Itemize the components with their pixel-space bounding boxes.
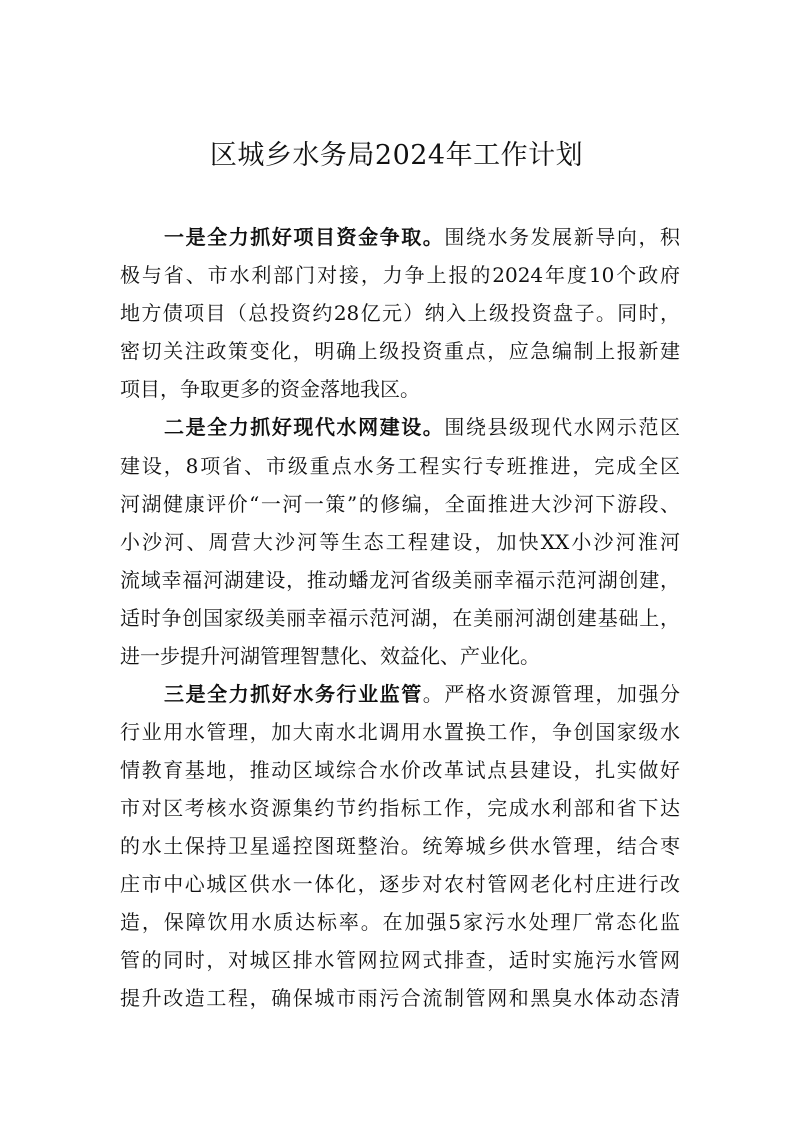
paragraph-3-line-9: 提升改造工程，确保城市雨污合流制管网和黑臭水体动态清 <box>120 986 680 1010</box>
paragraph-3-line-6: 庄市中心城区供水一体化，逐步对农村管网老化村庄进行改 <box>120 872 680 896</box>
paragraph-1-line-3: 地方债项目（总投资约28亿元）纳入上级投资盘子。同时， <box>120 301 680 325</box>
paragraph-2-line-1 <box>164 413 680 441</box>
paragraph-3-line-8: 管的同时，对城区排水管网拉网式排查，适时实施污水管网 <box>120 948 680 972</box>
paragraph-3-line-4: 市对区考核水资源集约节约指标工作，完成水利部和省下达 <box>120 796 680 820</box>
paragraph-1-text: 围绕水务发展新导向，积 <box>444 225 681 249</box>
paragraph-1-line-4: 密切关注政策变化，明确上级投资重点，应急编制上报新建 <box>120 339 680 363</box>
paragraph-1-lead: 一是全力抓好项目资金争取。 <box>164 225 445 249</box>
paragraph-3-line-3: 情教育基地，推动区域综合水价改革试点县建设，扎实做好 <box>120 758 680 782</box>
paragraph-3-line-1 <box>164 680 680 708</box>
paragraph-3-line-7: 造，保障饮用水质达标率。在加强5家污水处理厂常态化监 <box>120 910 680 934</box>
paragraph-2-line-7: 进一步提升河湖管理智慧化、效益化、产业化。 <box>120 644 540 668</box>
paragraph-1-line-2: 极与省、市水利部门对接，力争上报的2024年度10个政府 <box>120 263 680 287</box>
paragraph-2-line-6: 适时争创国家级美丽幸福示范河湖，在美丽河湖创建基础上， <box>120 606 680 630</box>
paragraph-3-text: 。严格水资源管理，加强分 <box>422 682 681 706</box>
paragraph-3-line-5: 的水土保持卫星遥控图斑整治。统筹城乡供水管理，结合枣 <box>120 834 680 858</box>
paragraph-2-line-2: 建设，8项省、市级重点水务工程实行专班推进，完成全区 <box>120 454 680 478</box>
paragraph-2-line-5: 流域幸福河湖建设，推动蟠龙河省级美丽幸福示范河湖创建， <box>120 568 680 592</box>
document-title: 区城乡水务局2024年工作计划 <box>209 140 584 171</box>
paragraph-2-text: 围绕县级现代水网示范区 <box>444 415 681 439</box>
paragraph-2-lead: 二是全力抓好现代水网建设。 <box>164 415 445 439</box>
paragraph-3-line-2: 行业用水管理，加大南水北调用水置换工作，争创国家级水 <box>120 720 680 744</box>
paragraph-3-lead: 三是全力抓好水务行业监管 <box>164 682 423 706</box>
paragraph-1-line-5: 项目，争取更多的资金落地我区。 <box>120 377 420 401</box>
paragraph-2-line-4: 小沙河、周营大沙河等生态工程建设，加快XX小沙河淮河 <box>120 530 680 554</box>
paragraph-1-line-1 <box>164 223 680 251</box>
paragraph-2-line-3: 河湖健康评价“一河一策”的修编，全面推进大沙河下游段、 <box>120 492 680 516</box>
